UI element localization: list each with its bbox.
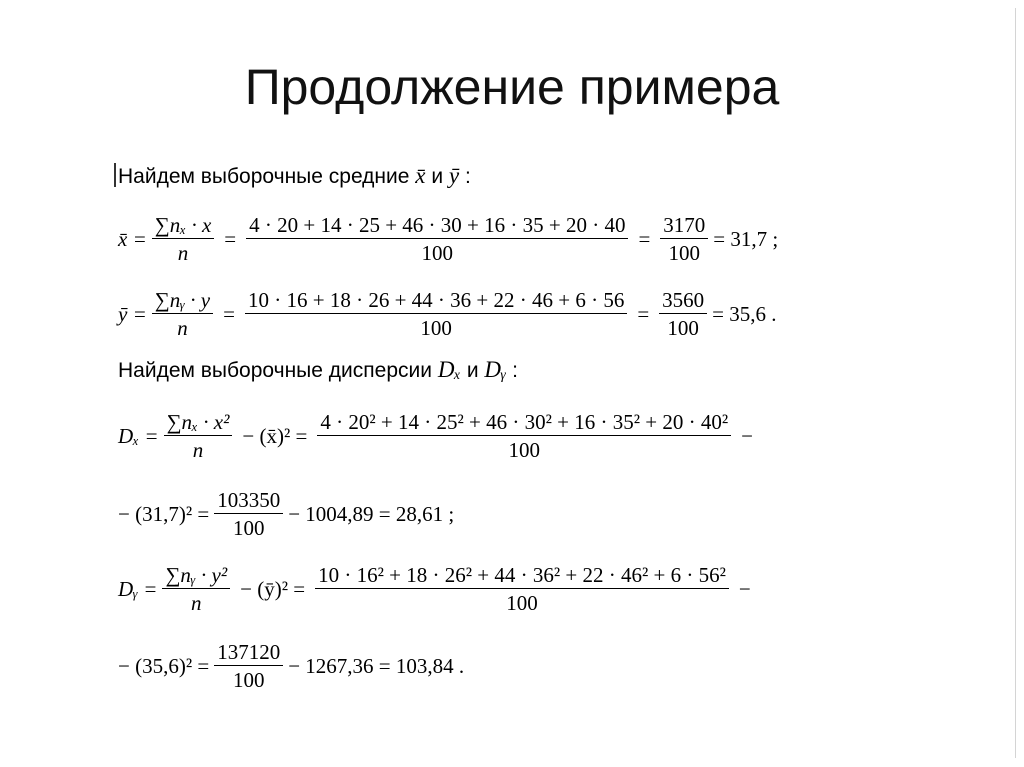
heading-end: : <box>464 165 471 188</box>
heading-text: Найдем выборочные дисперсии <box>118 359 432 382</box>
fraction-substitution <box>246 213 628 265</box>
fraction-numerator: ∑nₓ · x <box>152 213 215 239</box>
eq-mid: − (x̄)² = <box>242 424 308 448</box>
equation-y-mean <box>118 288 777 340</box>
fraction-substitution <box>245 288 627 340</box>
fraction-numerator: 10 · 16² + 18 · 26² + 44 · 36² + 22 · 46² + 6 · 56² <box>315 563 729 589</box>
heading-sample-means <box>114 162 471 191</box>
fraction-value <box>660 213 708 265</box>
eq-result: = 31,7 ; <box>713 227 779 251</box>
page-title: Продолжение примера <box>244 59 780 115</box>
equals-sign: = <box>224 227 237 251</box>
fraction-denominator: 100 <box>232 668 265 692</box>
heading-conj: и <box>431 165 444 188</box>
fraction-numerator: ∑nᵧ · y² <box>162 563 230 589</box>
fraction-formula <box>164 410 233 462</box>
fraction-numerator: ∑nₓ · x² <box>164 410 233 436</box>
fraction-numerator: 103350 <box>214 488 283 514</box>
text-cursor <box>114 163 116 187</box>
fraction-substitution <box>317 410 731 462</box>
eq-result: − 1004,89 = 28,61 ; <box>288 502 455 526</box>
fraction-numerator: 137120 <box>214 640 283 666</box>
eq-lhs: x̄ = <box>118 227 147 251</box>
fraction-denominator: 100 <box>420 316 452 340</box>
fraction-numerator: 4 · 20² + 14 · 25² + 46 · 30² + 16 · 35² + 20 · 40² <box>317 410 731 436</box>
fraction-value <box>214 640 283 692</box>
eq-result: − 1267,36 = 103,84 . <box>288 654 465 678</box>
eq-lhs: − (31,7)² = <box>118 502 210 526</box>
fraction-denominator: 100 <box>508 438 540 462</box>
fraction-denominator: n <box>191 591 202 615</box>
eq-mid: − (ȳ)² = <box>240 577 306 601</box>
fraction-numerator: 3560 <box>659 288 707 314</box>
heading-var-x: x̄ <box>415 163 426 188</box>
heading-conj: и <box>466 359 479 382</box>
fraction-formula <box>152 213 215 265</box>
eq-tail: − <box>741 424 754 448</box>
equation-dy <box>118 563 756 615</box>
equals-sign: = <box>638 227 651 251</box>
equation-dx <box>118 410 758 462</box>
heading-var-dx: Dₓ <box>437 357 461 382</box>
heading-var-y: ȳ <box>448 163 460 188</box>
eq-result: = 35,6 . <box>712 302 777 326</box>
fraction-numerator: 3170 <box>660 213 708 239</box>
fraction-numerator: 10 · 16 + 18 · 26 + 44 · 36 + 22 · 46 + 6 · 56 <box>245 288 627 314</box>
heading-var-dy: Dᵧ <box>484 357 507 382</box>
heading-sample-variances <box>118 356 518 385</box>
eq-lhs: ȳ = <box>118 302 147 326</box>
fraction-substitution <box>315 563 729 615</box>
fraction-value <box>659 288 707 340</box>
heading-text: Найдем выборочные средние <box>118 165 410 188</box>
fraction-denominator: 100 <box>421 241 454 265</box>
fraction-denominator: 100 <box>506 591 538 615</box>
equals-sign: = <box>223 302 235 326</box>
equation-x-mean <box>118 213 778 265</box>
fraction-formula <box>152 288 213 340</box>
equals-sign: = <box>637 302 650 326</box>
fraction-value <box>214 488 283 540</box>
fraction-numerator: ∑nᵧ · y <box>152 288 213 314</box>
eq-lhs: − (35,6)² = <box>118 654 210 678</box>
fraction-denominator: 100 <box>232 516 265 540</box>
fraction-denominator: 100 <box>668 241 701 265</box>
eq-lhs: Dₓ = <box>118 424 159 448</box>
eq-lhs: Dᵧ = <box>118 577 158 601</box>
fraction-denominator: n <box>177 316 188 340</box>
fraction-numerator: 4 · 20 + 14 · 25 + 46 · 30 + 16 · 35 + 20 · 40 <box>246 213 628 239</box>
eq-tail: − <box>738 577 751 601</box>
fraction-denominator: n <box>192 438 204 462</box>
fraction-denominator: n <box>177 241 189 265</box>
heading-end: : <box>512 359 518 382</box>
equation-dy-continued <box>118 640 464 692</box>
fraction-denominator: 100 <box>667 316 699 340</box>
equation-dx-continued <box>118 488 454 540</box>
fraction-formula <box>162 563 230 615</box>
